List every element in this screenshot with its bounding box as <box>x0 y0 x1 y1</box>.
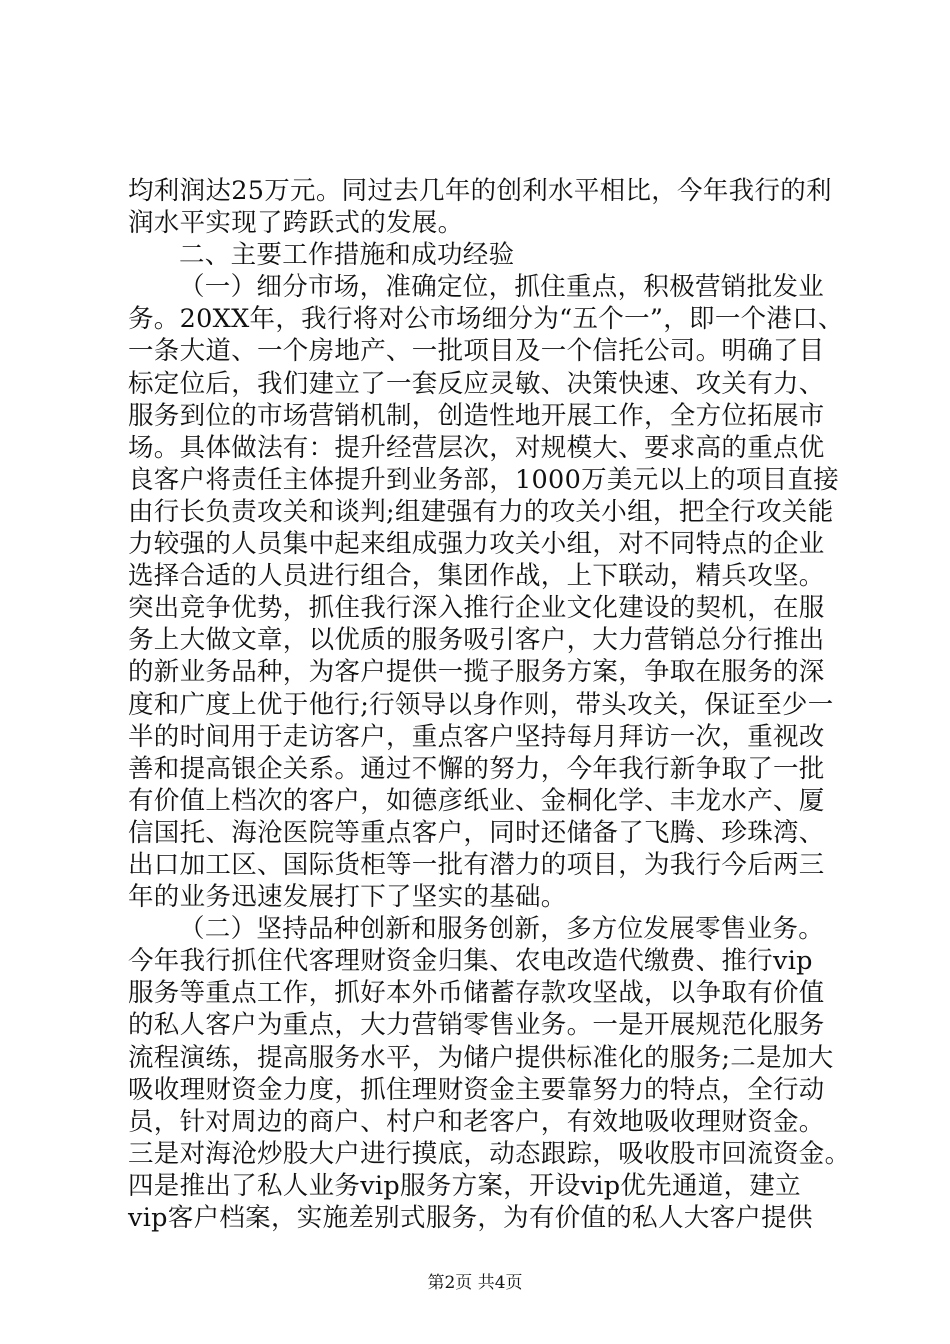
text-line: 员，针对周边的商户、村户和老客户，有效地吸收理财资金。 <box>128 1106 825 1137</box>
text-line: 一条大道、一个房地产、一批项目及一个信托公司。明确了目 <box>128 336 825 367</box>
text-line: （二）坚持品种创新和服务创新，多方位发展零售业务。 <box>179 914 825 945</box>
text-line: （一）细分市场，准确定位，抓住重点，积极营销批发业 <box>179 272 825 303</box>
text-line: 润水平实现了跨跃式的发展。 <box>128 208 464 239</box>
body-text <box>128 175 851 1234</box>
text-line: 善和提高银企关系。通过不懈的努力，今年我行新争取了一批 <box>128 753 825 784</box>
text-line: 力较强的人员集中起来组成强力攻关小组，对不同特点的企业 <box>128 529 825 560</box>
text-line: 的私人客户为重点，大力营销零售业务。一是开展规范化服务 <box>128 1010 825 1041</box>
text-line: vip客户档案，实施差别式服务，为有价值的私人大客户提供 <box>128 1203 813 1233</box>
text-line: 场。具体做法有：提升经营层次，对规模大、要求高的重点优 <box>128 432 825 463</box>
text-line: 服务等重点工作，抓好本外币储蓄存款攻坚战，以争取有价值 <box>128 978 825 1009</box>
text-line: 务。20XX年，我行将对公市场细分为“五个一”，即一个港口、 <box>128 304 844 335</box>
text-line: 二、主要工作措施和成功经验 <box>179 240 515 271</box>
text-line: 务上大做文章，以优质的服务吸引客户，大力营销总分行推出 <box>128 625 825 656</box>
text-line: 有价值上档次的客户，如德彦纸业、金桐化学、丰龙水产、厦 <box>128 785 825 816</box>
text-line: 良客户将责任主体提升到业务部，1000万美元以上的项目直接 <box>128 464 840 495</box>
text-line: 突出竞争优势，抓住我行深入推行企业文化建设的契机，在服 <box>128 593 825 624</box>
text-line: 服务到位的市场营销机制，创造性地开展工作，全方位拓展市 <box>128 400 825 431</box>
text-line: 由行长负责攻关和谈判;组建强有力的攻关小组，把全行攻关能 <box>128 496 834 527</box>
text-line: 四是推出了私人业务vip服务方案，开设vip优先通道，建立 <box>128 1170 801 1201</box>
text-line: 信国托、海沧医院等重点客户，同时还储备了飞腾、珍珠湾、 <box>128 817 825 848</box>
text-line: 均利润达25万元。同过去几年的创利水平相比，今年我行的利 <box>128 176 832 206</box>
text-line: 出口加工区、国际货柜等一批有潜力的项目，为我行今后两三 <box>128 849 825 880</box>
text-line: 度和广度上优于他行;行领导以身作则，带头攻关，保证至少一 <box>128 689 834 720</box>
text-line: 半的时间用于走访客户，重点客户坚持每月拜访一次，重视改 <box>128 721 825 752</box>
text-line: 的新业务品种，为客户提供一揽子服务方案，争取在服务的深 <box>128 657 825 688</box>
text-line: 年的业务迅速发展打下了坚实的基础。 <box>128 882 567 913</box>
page-footer: 第2页 共4页 <box>427 1273 523 1293</box>
text-line: 三是对海沧炒股大户进行摸底，动态跟踪，吸收股市回流资金。 <box>128 1138 851 1169</box>
text-line: 选择合适的人员进行组合，集团作战，上下联动，精兵攻坚。 <box>128 561 825 592</box>
text-line: 吸收理财资金力度，抓住理财资金主要靠努力的特点，全行动 <box>128 1074 825 1105</box>
text-line: 今年我行抓住代客理财资金归集、农电改造代缴费、推行vip <box>128 946 813 977</box>
text-line: 流程演练，提高服务水平，为储户提供标准化的服务;二是加大 <box>128 1042 834 1073</box>
text-line: 标定位后，我们建立了一套反应灵敏、决策快速、攻关有力、 <box>128 368 825 399</box>
